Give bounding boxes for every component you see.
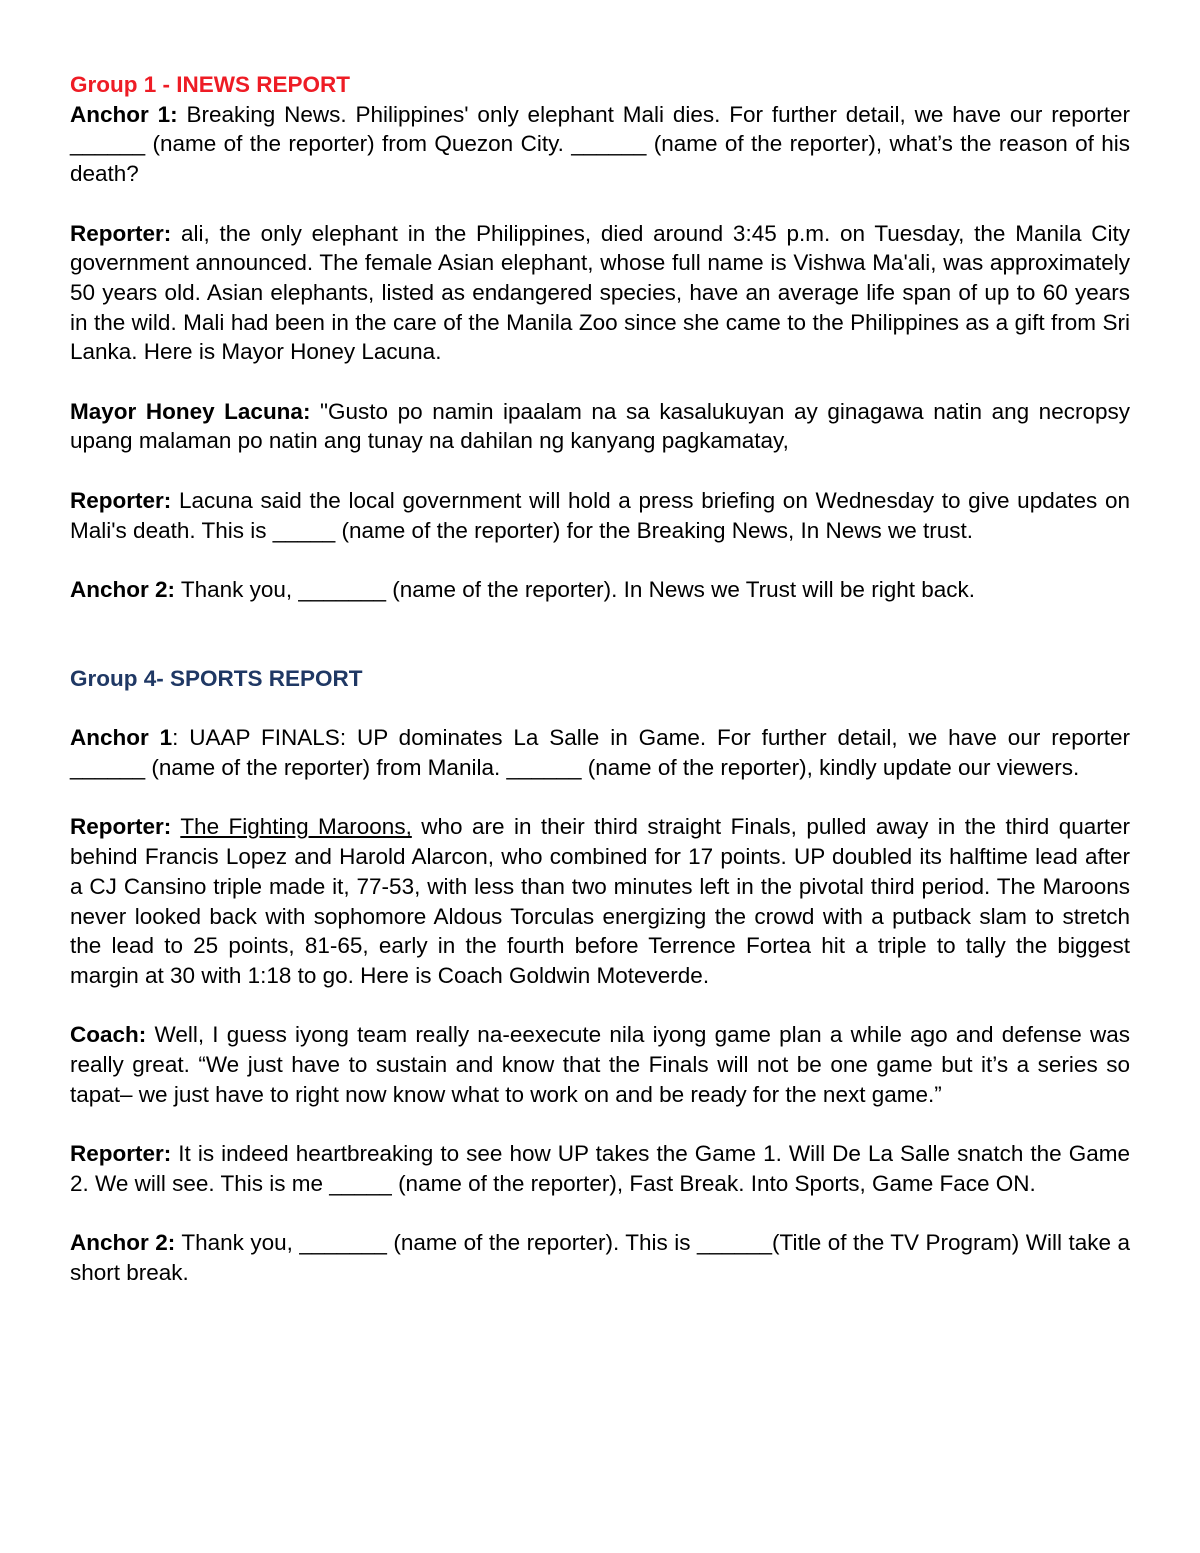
line-text: Well, I guess iyong team really na-eexecute nila iyong game plan a while ago and defense was really great. “We just have to sustain and know that the Finals will not be one game but it’s a series so tapat– we just have to right now know what to work on and be ready for the next game.” (70, 1022, 1130, 1107)
group4-coach-line (70, 1020, 1130, 1109)
group4-anchor1-line (70, 723, 1130, 782)
group4-anchor2-line (70, 1228, 1130, 1287)
group1-mayor-line (70, 397, 1130, 456)
section-spacer (70, 634, 1130, 664)
line-text: Thank you, _______ (name of the reporter). In News we Trust will be right back. (175, 576, 975, 602)
group4-heading: Group 4- SPORTS REPORT (70, 665, 363, 691)
line-text: It is indeed heartbreaking to see how UP takes the Game 1. Will De La Salle snatch the Game 2. We will see. This is me _____ (name of the reporter), Fast Break. Into Sports, Game Face ON. (70, 1141, 1130, 1196)
group1-reporter-line-1 (70, 219, 1130, 368)
line-text: ali, the only elephant in the Philippines, died around 3:45 p.m. on Tuesday, the Manila City government announced. The female Asian elephant, whose full name is Vishwa Ma'ali, was approximately 50 years old. Asian elephants, listed as endangered species, have an average life span of up to 60 years in the wild. Mali had been in the care of the Manila Zoo since she came to the Philippines as a gift from Sri Lanka. Here is Mayor Honey Lacuna. (70, 220, 1130, 365)
document-page (70, 70, 1130, 1317)
speaker-label: Anchor 1: (70, 101, 178, 127)
group1-heading: Group 1 - INEWS REPORT (70, 72, 351, 97)
line-text: Breaking News. Philippines' only elephant Mali dies. For further detail, we have our reporter ______ (name of the reporter) from Quezon City. ______ (name of the reporter), what’s the reason of his death? (70, 101, 1130, 187)
speaker-label: Anchor 2: (70, 1230, 176, 1256)
group4-reporter-line-2 (70, 1139, 1130, 1198)
speaker-label: Anchor 2: (70, 576, 176, 602)
speaker-label: Reporter: (70, 220, 172, 246)
speaker-label: Coach: (70, 1022, 147, 1048)
line-text: "Gusto po namin ipaalam na sa kasalukuyan ay ginagawa natin ang necropsy upang malaman po natin ang tunay na dahilan ng kanyang pagkamatay, (70, 398, 1130, 454)
line-text: Thank you, _______ (name of the reporter). This is ______(Title of the TV Program) Will take a short break. (70, 1230, 1131, 1285)
group1-reporter-line-2 (70, 486, 1130, 545)
line-text: Lacuna said the local government will hold a press briefing on Wednesday to give updates on Mali's death. This is _____ (name of the reporter) for the Breaking News, In News we trust. (70, 487, 1130, 543)
heading-spacer (70, 694, 1130, 724)
line-text: who are in their third straight Finals, pulled away in the third quarter behind Francis Lopez and Harold Alarcon, who combined for 17 points. UP doubled its halftime lead after a CJ Cansino triple made it, 77-53, with less than two minutes left in the pivotal third period. The Maroons never looked back with sophomore Aldous Torculas energizing the crowd with a putback slam to stretch the lead to 25 points, 81-65, early in the fourth before Terrence Fortea hit a triple to tally the biggest margin at 30 with 1:18 to go. Here is Coach Goldwin Moteverde. (70, 814, 1130, 988)
speaker-label: Reporter: (70, 487, 172, 513)
speaker-label: Reporter: (70, 1141, 172, 1167)
group1-anchor2-line (70, 575, 1130, 605)
underlined-team-name: The Fighting Maroons, (180, 814, 412, 840)
speaker-label: Anchor 1 (70, 725, 173, 751)
speaker-label: Mayor Honey Lacuna: (70, 398, 311, 424)
speaker-label: Reporter: (70, 814, 172, 840)
line-text: : UAAP FINALS: UP dominates La Salle in Game. For further detail, we have our reporter ______ (name of the reporter) from Manila. ______ (name of the reporter), kindly update our viewers. (70, 725, 1130, 781)
group4-reporter-line-1 (70, 812, 1130, 990)
group1-anchor1-line (70, 100, 1130, 189)
